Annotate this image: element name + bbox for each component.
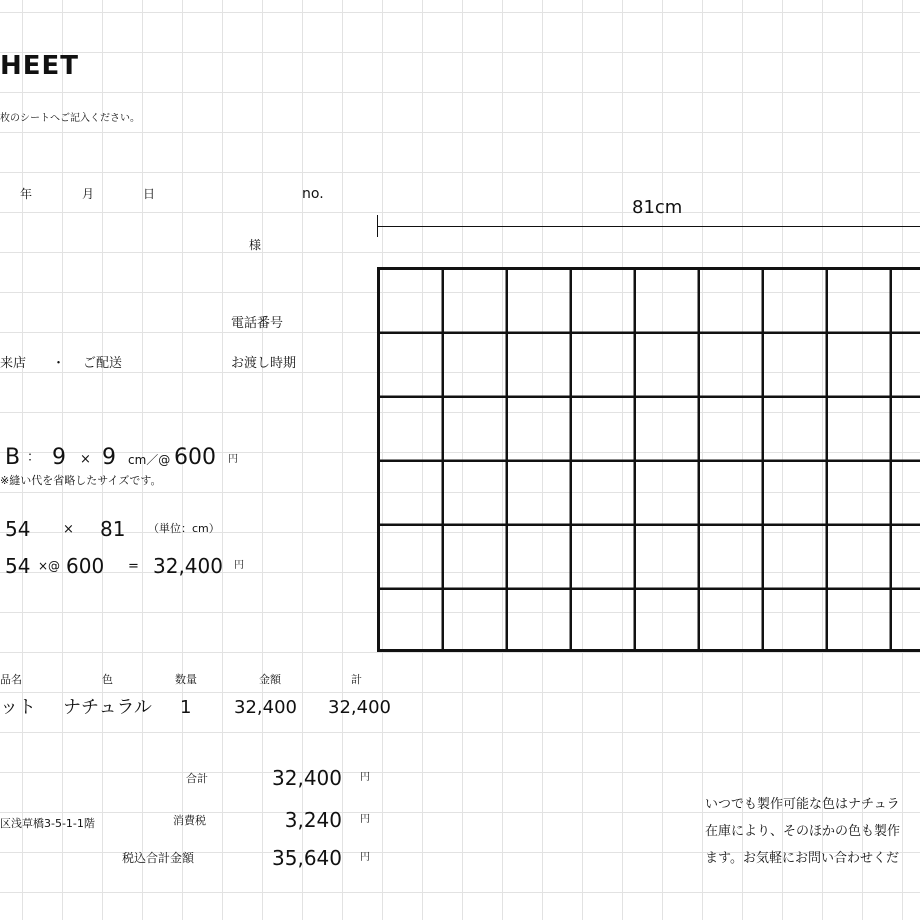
size-unit-note: （単位：cm） bbox=[148, 522, 220, 535]
customer-honorific: 様 bbox=[249, 238, 262, 252]
header-amount: 金額 bbox=[259, 673, 281, 686]
cell-yen: 円 bbox=[228, 454, 238, 465]
item-amount: 32,400 bbox=[234, 697, 297, 718]
header-color: 色 bbox=[102, 673, 113, 686]
subtotal-label: 合計 bbox=[186, 772, 208, 785]
day-label: 日 bbox=[143, 187, 156, 201]
size-cols: 81 bbox=[100, 517, 126, 541]
year-label: 年 bbox=[20, 187, 33, 201]
cell-unit-per: cm／@ bbox=[128, 453, 171, 467]
store-address: 区浅草橋3-5-1-1階 bbox=[0, 817, 95, 830]
sheet-grid-drawing bbox=[377, 267, 920, 652]
calc-total: 32,400 bbox=[153, 554, 223, 578]
grand-total-label: 税込合計金額 bbox=[122, 851, 195, 865]
header-name: 品名 bbox=[0, 673, 22, 686]
size-rows: 54 bbox=[5, 517, 31, 541]
calc-count: 54 bbox=[5, 554, 31, 578]
tax-yen: 円 bbox=[360, 814, 370, 825]
seam-note: ※縫い代を省略したサイズです。 bbox=[0, 474, 162, 487]
separator-dot: ・ bbox=[52, 356, 66, 371]
grand-total-value: 35,640 bbox=[272, 846, 342, 870]
cell-times: × bbox=[80, 452, 91, 467]
visit-label: 来店 bbox=[0, 356, 27, 371]
sheet-title: HEET bbox=[0, 51, 80, 81]
calc-equals: = bbox=[128, 559, 139, 574]
instruction-text: 枚のシートへご記入ください。 bbox=[0, 113, 140, 124]
item-name: ット bbox=[0, 697, 36, 718]
note-line-3: ます。お気軽にお問い合わせくだ bbox=[705, 851, 899, 866]
calc-times-at: ×@ bbox=[38, 559, 61, 573]
subtotal-value: 32,400 bbox=[272, 766, 342, 790]
dimension-line bbox=[377, 226, 920, 227]
note-line-2: 在庫により、そのほかの色も製作 bbox=[705, 824, 901, 839]
subtotal-yen: 円 bbox=[360, 772, 370, 783]
item-color: ナチュラル bbox=[63, 697, 152, 718]
cell-type: B bbox=[5, 445, 21, 470]
cell-price: 600 bbox=[174, 445, 216, 470]
calc-unit-price: 600 bbox=[66, 554, 105, 578]
grand-total-yen: 円 bbox=[360, 852, 370, 863]
month-label: 月 bbox=[82, 187, 95, 201]
item-total: 32,400 bbox=[328, 697, 391, 718]
note-line-1: いつでも製作可能な色はナチュラ bbox=[705, 797, 900, 812]
order-no-label: no. bbox=[302, 186, 324, 202]
tax-label: 消費税 bbox=[173, 814, 206, 827]
drawing-width-label: 81cm bbox=[632, 197, 683, 218]
item-quantity: 1 bbox=[180, 697, 192, 718]
calc-yen: 円 bbox=[234, 560, 244, 571]
cell-colon: ： bbox=[27, 450, 41, 465]
cell-height: 9 bbox=[102, 445, 116, 470]
tax-value: 3,240 bbox=[284, 808, 342, 832]
phone-label: 電話番号 bbox=[231, 316, 284, 331]
header-quantity: 数量 bbox=[175, 673, 197, 686]
cell-width: 9 bbox=[52, 445, 66, 470]
delivery-label: ご配送 bbox=[83, 356, 123, 371]
header-total: 計 bbox=[351, 673, 362, 686]
handover-label: お渡し時期 bbox=[231, 356, 297, 371]
size-times: × bbox=[63, 522, 74, 537]
